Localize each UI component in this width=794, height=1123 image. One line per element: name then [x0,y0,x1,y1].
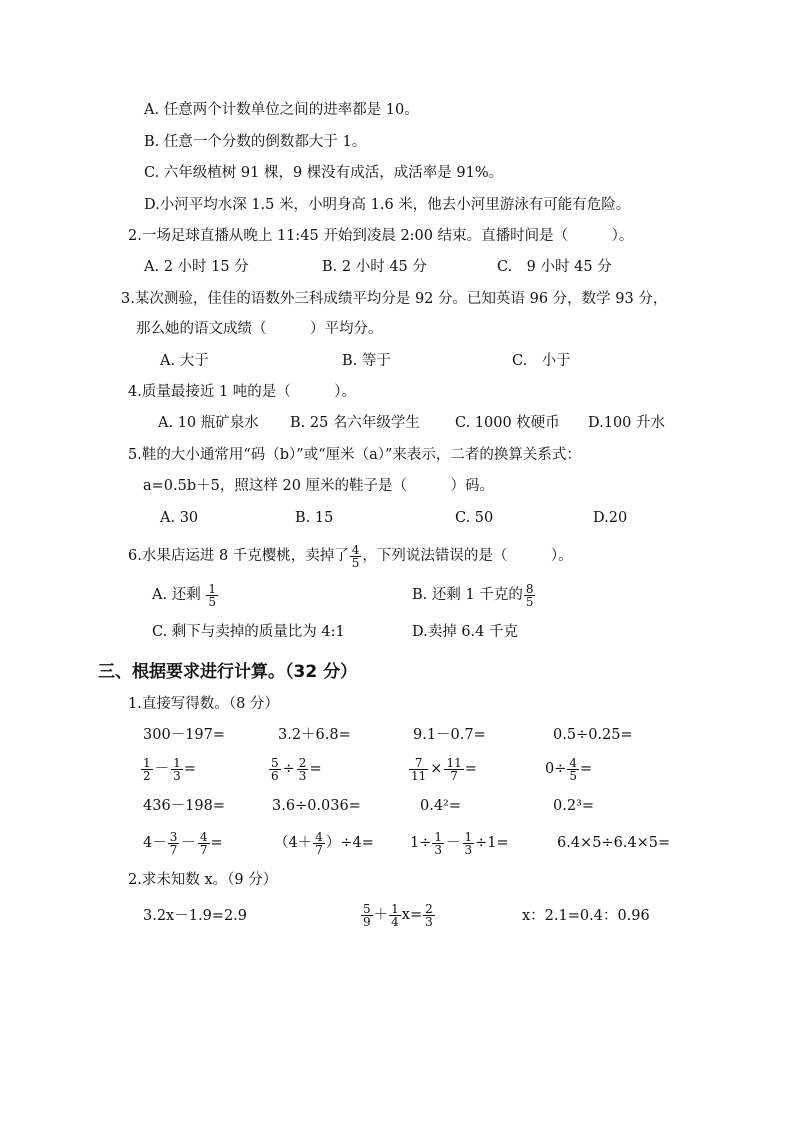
q5-stem-line1: 5.鞋的大小通常用“码（b）”或“厘米（a）”来表示，二者的换算关系式： [128,447,581,463]
q2-option-b: B. 2 小时 45 分 [322,259,427,275]
q3-stem-line2: 那么她的语文成绩（ ）平均分。 [136,321,383,337]
q6-option-a: A. 还剩 $\frac{1}{5}$ [152,581,216,609]
q2-option-a: A. 2 小时 15 分 [144,259,249,275]
q6-option-c: C. 剩下与卖掉的质量比为 4:1 [152,624,345,640]
q4-option-a: A. 10 瓶矿泉水 [158,415,259,431]
calc-r4-2: （4＋ $\frac{4}{7}$ ）÷4= [274,829,374,857]
calc-r4-4: 6.4×5÷6.4×5= [557,835,671,851]
q6-option-d: D.卖掉 6.4 千克 [412,624,518,640]
equation-3: x：2.1=0.4：0.96 [522,908,650,924]
q5-option-c: C. 50 [455,510,494,526]
section-3-title: 三、根据要求进行计算。（32 分） [98,662,358,682]
q6-option-b: B. 还剩 1 千克的 $\frac{8}{5}$ [412,581,534,609]
q1-option-d: D.小河平均水深 1.5 米，小明身高 1.6 米，他去小河里游泳有可能有危险。 [144,197,631,213]
calc-r1-4: 0.5÷0.25= [553,727,633,743]
q3-stem-line1: 3.某次测验，佳佳的语数外三科成绩平均分是 92 分。已知英语 96 分，数学 93 分， [121,291,668,307]
q1-option-a: A. 任意两个计数单位之间的进率都是 10。 [144,102,419,118]
q2-stem: 2.一场足球直播从晚上 11:45 开始到凌晨 2:00 结束。直播时间是（ ）。 [128,228,634,244]
q6-stem [128,539,573,573]
calc-r3-2: 3.6÷0.036= [272,798,361,814]
equation-1: 3.2x－1.9=2.9 [143,908,248,924]
q4-option-b: B. 25 名六年级学生 [290,415,420,431]
q3-option-c: C. 小于 [512,353,571,369]
q5-option-b: B. 15 [295,510,334,526]
calc-r2-2: $\frac{5}{6}$ ÷ $\frac{2}{3}$ = [271,755,322,783]
calc-r2-4: 0÷ $\frac{4}{5}$ = [545,755,593,783]
calc-r2-1: $\frac{1}{2}$ － $\frac{1}{3}$ = [143,755,196,783]
q4-option-d: D.100 升水 [588,415,666,431]
calc-r1-1: 300－197= [143,727,226,743]
calc-r1-3: 9.1－0.7= [413,727,486,743]
q3-option-a: A. 大于 [160,353,209,369]
equation-2: $\frac{5}{9}$ ＋ $\frac{1}{4}$ x= $\frac{2}{3}$ [363,901,433,929]
calc-r3-4: 0.2³= [553,798,595,814]
q1-option-c: C. 六年级植树 91 棵，9 棵没有成活，成活率是 91%。 [144,165,504,181]
q4-option-c: C. 1000 枚硬币 [455,415,560,431]
q6-stem-pre: 6.水果店运进 8 千克樱桃，卖掉了 [128,548,349,564]
calc-r3-3: 0.4²= [420,798,462,814]
calc-r1-2: 3.2＋6.8= [278,727,351,743]
q3-option-b: B. 等于 [342,353,391,369]
calc-r4-3: 1÷ $\frac{1}{3}$ － $\frac{1}{3}$ ÷1= [410,829,509,857]
q6-stem-post: ，下列说法错误的是（ ）。 [362,548,573,564]
q5-stem-line2: a=0.5b＋5，照这样 20 厘米的鞋子是（ ）码。 [143,478,495,494]
q5-option-d: D.20 [593,510,628,526]
q4-stem: 4.质量最接近 1 吨的是（ ）。 [128,384,357,400]
q1-option-b: B. 任意一个分数的倒数都大于 1。 [144,134,367,150]
q5-option-a: A. 30 [160,510,199,526]
sub2-heading: 2.求未知数 x。（9 分） [128,872,278,888]
calc-r3-1: 436－198= [143,798,226,814]
calc-r2-3: $\frac{7}{11}$ × $\frac{11}{7}$ = [411,755,477,783]
sub1-heading: 1.直接写得数。（8 分） [128,696,279,712]
calc-r4-1: 4－ $\frac{3}{7}$ － $\frac{4}{7}$ = [143,829,223,857]
q6-fraction: $\frac{4}{5}$ [351,542,360,570]
q2-option-c: C. 9 小时 45 分 [497,259,612,275]
